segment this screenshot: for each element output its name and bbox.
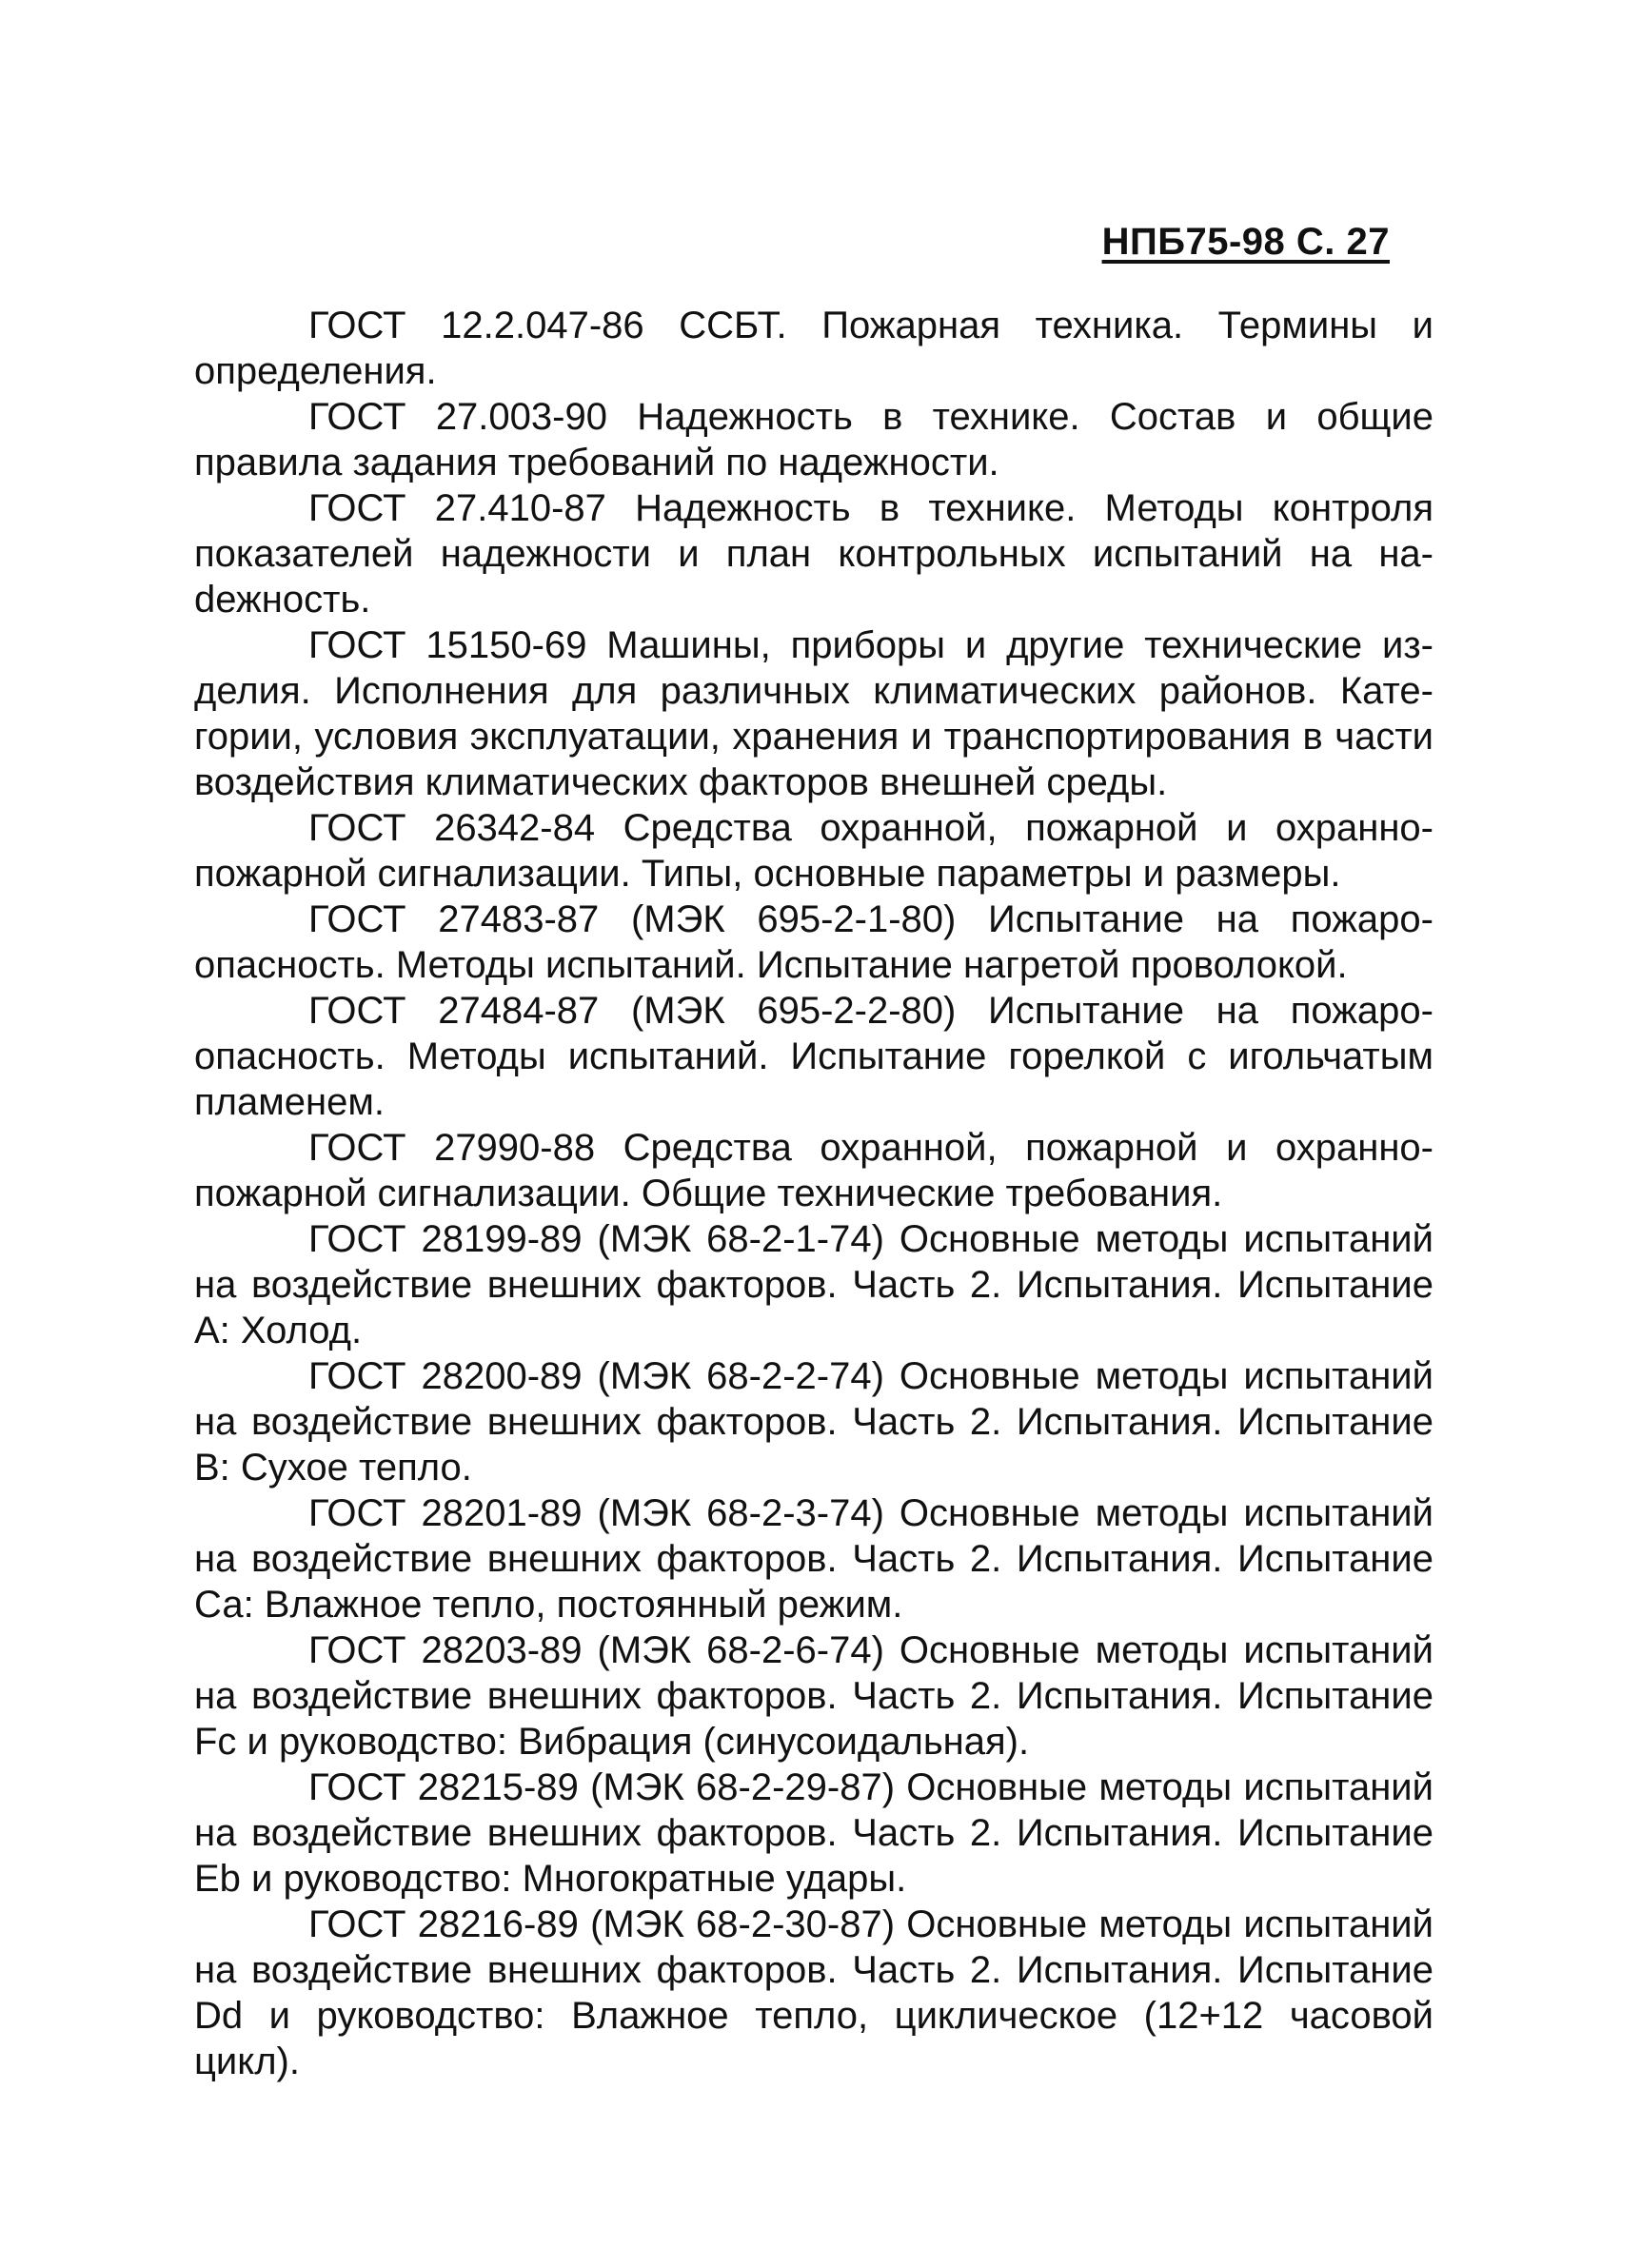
reference-entry: ГОСТ 27.003-90 Надежность в технике. Состав и общие правила задания требований по надежности.: [194, 396, 1433, 483]
reference-entry: ГОСТ 26342-84 Средства охранной, пожарной и охранно-пожарной сигнализации. Типы, основные параметры и размеры.: [194, 807, 1433, 895]
reference-entry: ГОСТ 28200-89 (МЭК 68-2-2-74) Основные методы испытаний на воздействие внешних факторов. Часть 2. Испытания. Испытание В: Сухое тепло.: [194, 1355, 1433, 1489]
reference-entry: ГОСТ 28203-89 (МЭК 68-2-6-74) Основные методы испытаний на воздействие внешних факторов. Часть 2. Испытания. Испытание Fc и руководство: Вибрация (синусоидальная).: [194, 1629, 1433, 1763]
reference-entry: ГОСТ 28199-89 (МЭК 68-2-1-74) Основные методы испытаний на воздействие внешних факторов. Часть 2. Испытания. Испытание А: Холод.: [194, 1218, 1433, 1351]
reference-entry: ГОСТ 27990-88 Средства охранной, пожарной и охранно-пожарной сигнализации. Общие технические требования.: [194, 1127, 1433, 1214]
reference-entry: ГОСТ 28216-89 (МЭК 68-2-30-87) Основные методы испытаний на воздействие внешних факторов. Часть 2. Испытания. Испытание Dd и руководство: Влажное тепло, циклическое (12+12 часовой цикл).: [194, 1903, 1433, 2082]
reference-entry: ГОСТ 15150-69 Машины, приборы и другие технические изделия. Исполнения для различных климатических районов. Категории, условия эксплуатации, хранения и транспортирования в части воздействия климатических факторов внешней среды.: [194, 624, 1433, 803]
reference-entry: ГОСТ 12.2.047-86 ССБТ. Пожарная техника. Термины и определения.: [194, 305, 1433, 392]
references-list: [194, 303, 1433, 2084]
page-header-label: НПБ75-98 С. 27: [1101, 221, 1390, 263]
reference-entry: ГОСТ 28215-89 (МЭК 68-2-29-87) Основные методы испытаний на воздействие внешних факторов. Часть 2. Испытания. Испытание Eb и руководство: Многократные удары.: [194, 1766, 1433, 1900]
reference-entry: ГОСТ 27484-87 (МЭК 695-2-2-80) Испытание на пожароопасность. Методы испытаний. Испытание горелкой с игольчатым пламенем.: [194, 990, 1433, 1123]
reference-entry: ГОСТ 27.410-87 Надежность в технике. Методы контроля показателей надежности и план контрольных испытаний на наdежность.: [194, 487, 1433, 621]
reference-entry: ГОСТ 28201-89 (МЭК 68-2-3-74) Основные методы испытаний на воздействие внешних факторов. Часть 2. Испытания. Испытание Са: Влажное тепло, постоянный режим.: [194, 1492, 1433, 1626]
reference-entry: ГОСТ 27483-87 (МЭК 695-2-1-80) Испытание на пожароопасность. Методы испытаний. Испытание нагретой проволокой.: [194, 898, 1433, 986]
